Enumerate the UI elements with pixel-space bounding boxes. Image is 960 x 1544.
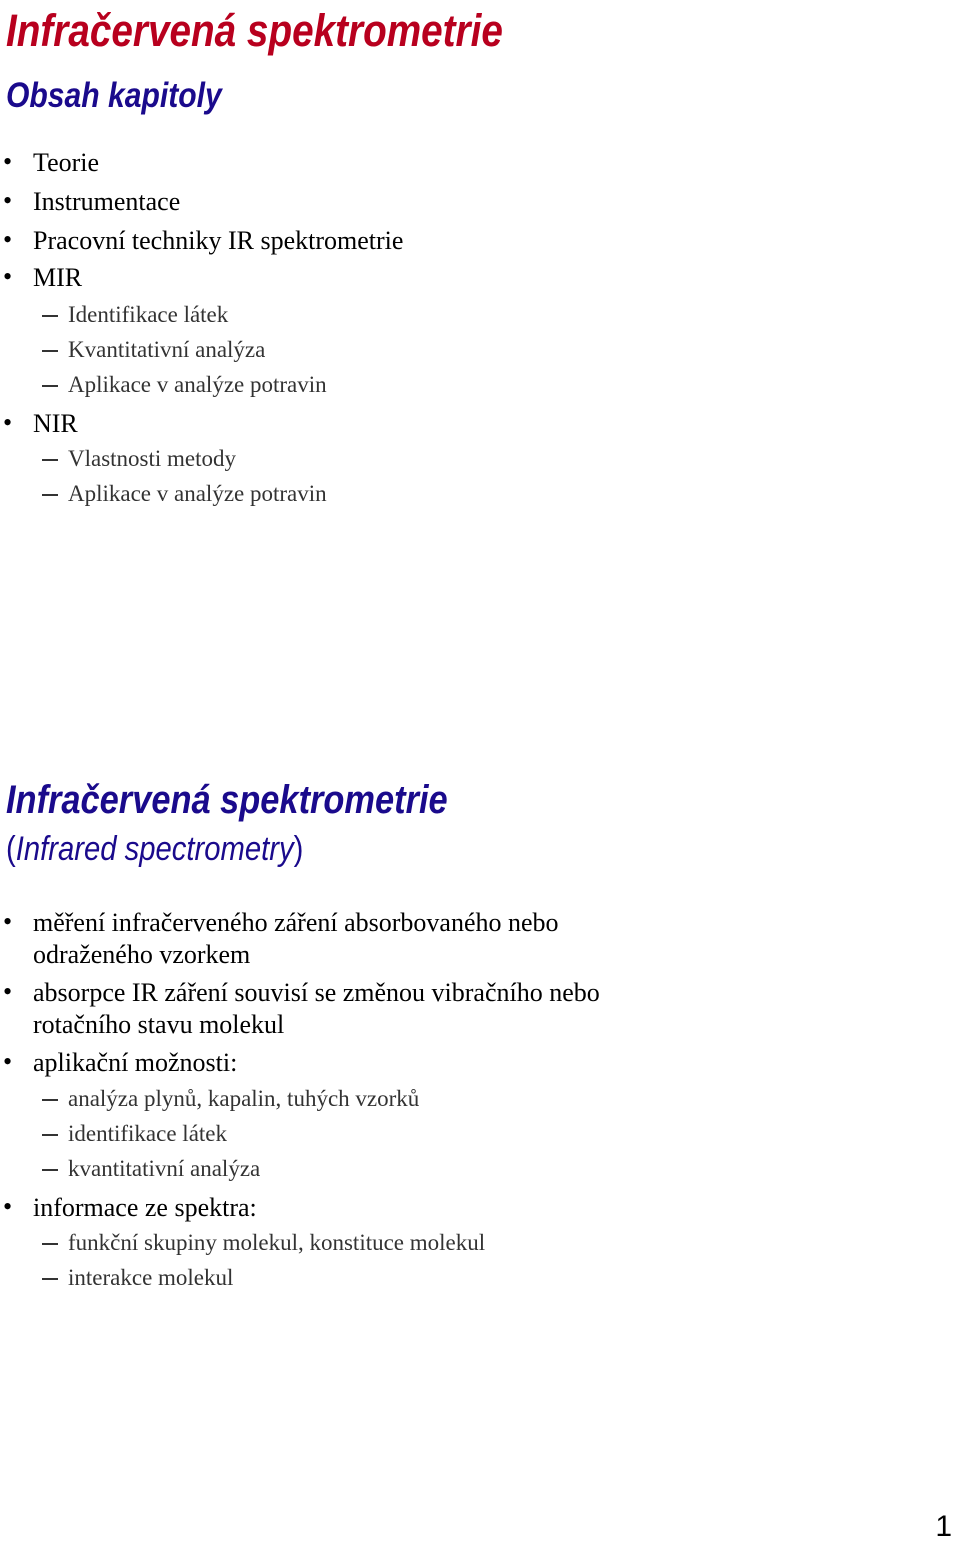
bullet-marker: • (3, 147, 13, 176)
content-item-line: aplikační možnosti: (33, 1048, 238, 1077)
content-item-line: odraženého vzorkem (33, 940, 251, 969)
content-subitem: kvantitativní analýza (68, 1156, 261, 1181)
outline-subitem: Kvantitativní analýza (68, 337, 266, 362)
content-subitem: funkční skupiny molekul, konstituce molekul (68, 1230, 486, 1255)
outline-item-nir: NIR (33, 409, 78, 438)
section-title: Infračervená spektrometrie (6, 778, 448, 822)
outline-item-mir: MIR (33, 263, 83, 292)
chapter-title: Infračervená spektrometrie (6, 5, 503, 56)
bullet-marker: • (3, 977, 13, 1006)
outline-subitem: Aplikace v analýze potravin (68, 481, 327, 506)
outline-subitem: Aplikace v analýze potravin (68, 372, 327, 397)
dash-marker (42, 315, 58, 317)
content-item-line: informace ze spektra: (33, 1193, 257, 1222)
dash-marker (42, 350, 58, 352)
chapter-subtitle: Obsah kapitoly (6, 76, 222, 115)
content-item-line: rotačního stavu molekul (33, 1010, 285, 1039)
dash-marker (42, 494, 58, 496)
content-item-line: měření infračerveného záření absorbovaného nebo (33, 908, 559, 937)
outline-subitem: Identifikace látek (68, 302, 229, 327)
content-subitem: interakce molekul (68, 1265, 234, 1290)
content-subitem: identifikace látek (68, 1121, 228, 1146)
content-item-line: absorpce IR záření souvisí se změnou vibračního nebo (33, 978, 600, 1007)
bullet-marker: • (3, 907, 13, 936)
outline-item-teorie: Teorie (33, 148, 100, 177)
bullet-marker: • (3, 262, 13, 291)
content-subitem: analýza plynů, kapalin, tuhých vzorků (68, 1086, 420, 1111)
bullet-marker: • (3, 225, 13, 254)
dash-marker (42, 1243, 58, 1245)
outline-subitem: Vlastnosti metody (68, 446, 237, 471)
bullet-marker: • (3, 186, 13, 215)
dash-marker (42, 385, 58, 387)
subtitle-open-paren: ( (6, 830, 16, 868)
page-number: 1 (935, 1510, 952, 1543)
outline-item-pracovni-techniky: Pracovní techniky IR spektrometrie (33, 226, 404, 255)
bullet-marker: • (3, 408, 13, 437)
dash-marker (42, 459, 58, 461)
dash-marker (42, 1278, 58, 1280)
section-subtitle (6, 828, 303, 870)
bullet-marker: • (3, 1047, 13, 1076)
dash-marker (42, 1169, 58, 1171)
subtitle-close-paren: ) (293, 830, 304, 868)
dash-marker (42, 1099, 58, 1101)
dash-marker (42, 1134, 58, 1136)
subtitle-english: Infrared spectrometry (15, 830, 294, 868)
outline-item-instrumentace: Instrumentace (33, 187, 181, 216)
bullet-marker: • (3, 1192, 13, 1221)
